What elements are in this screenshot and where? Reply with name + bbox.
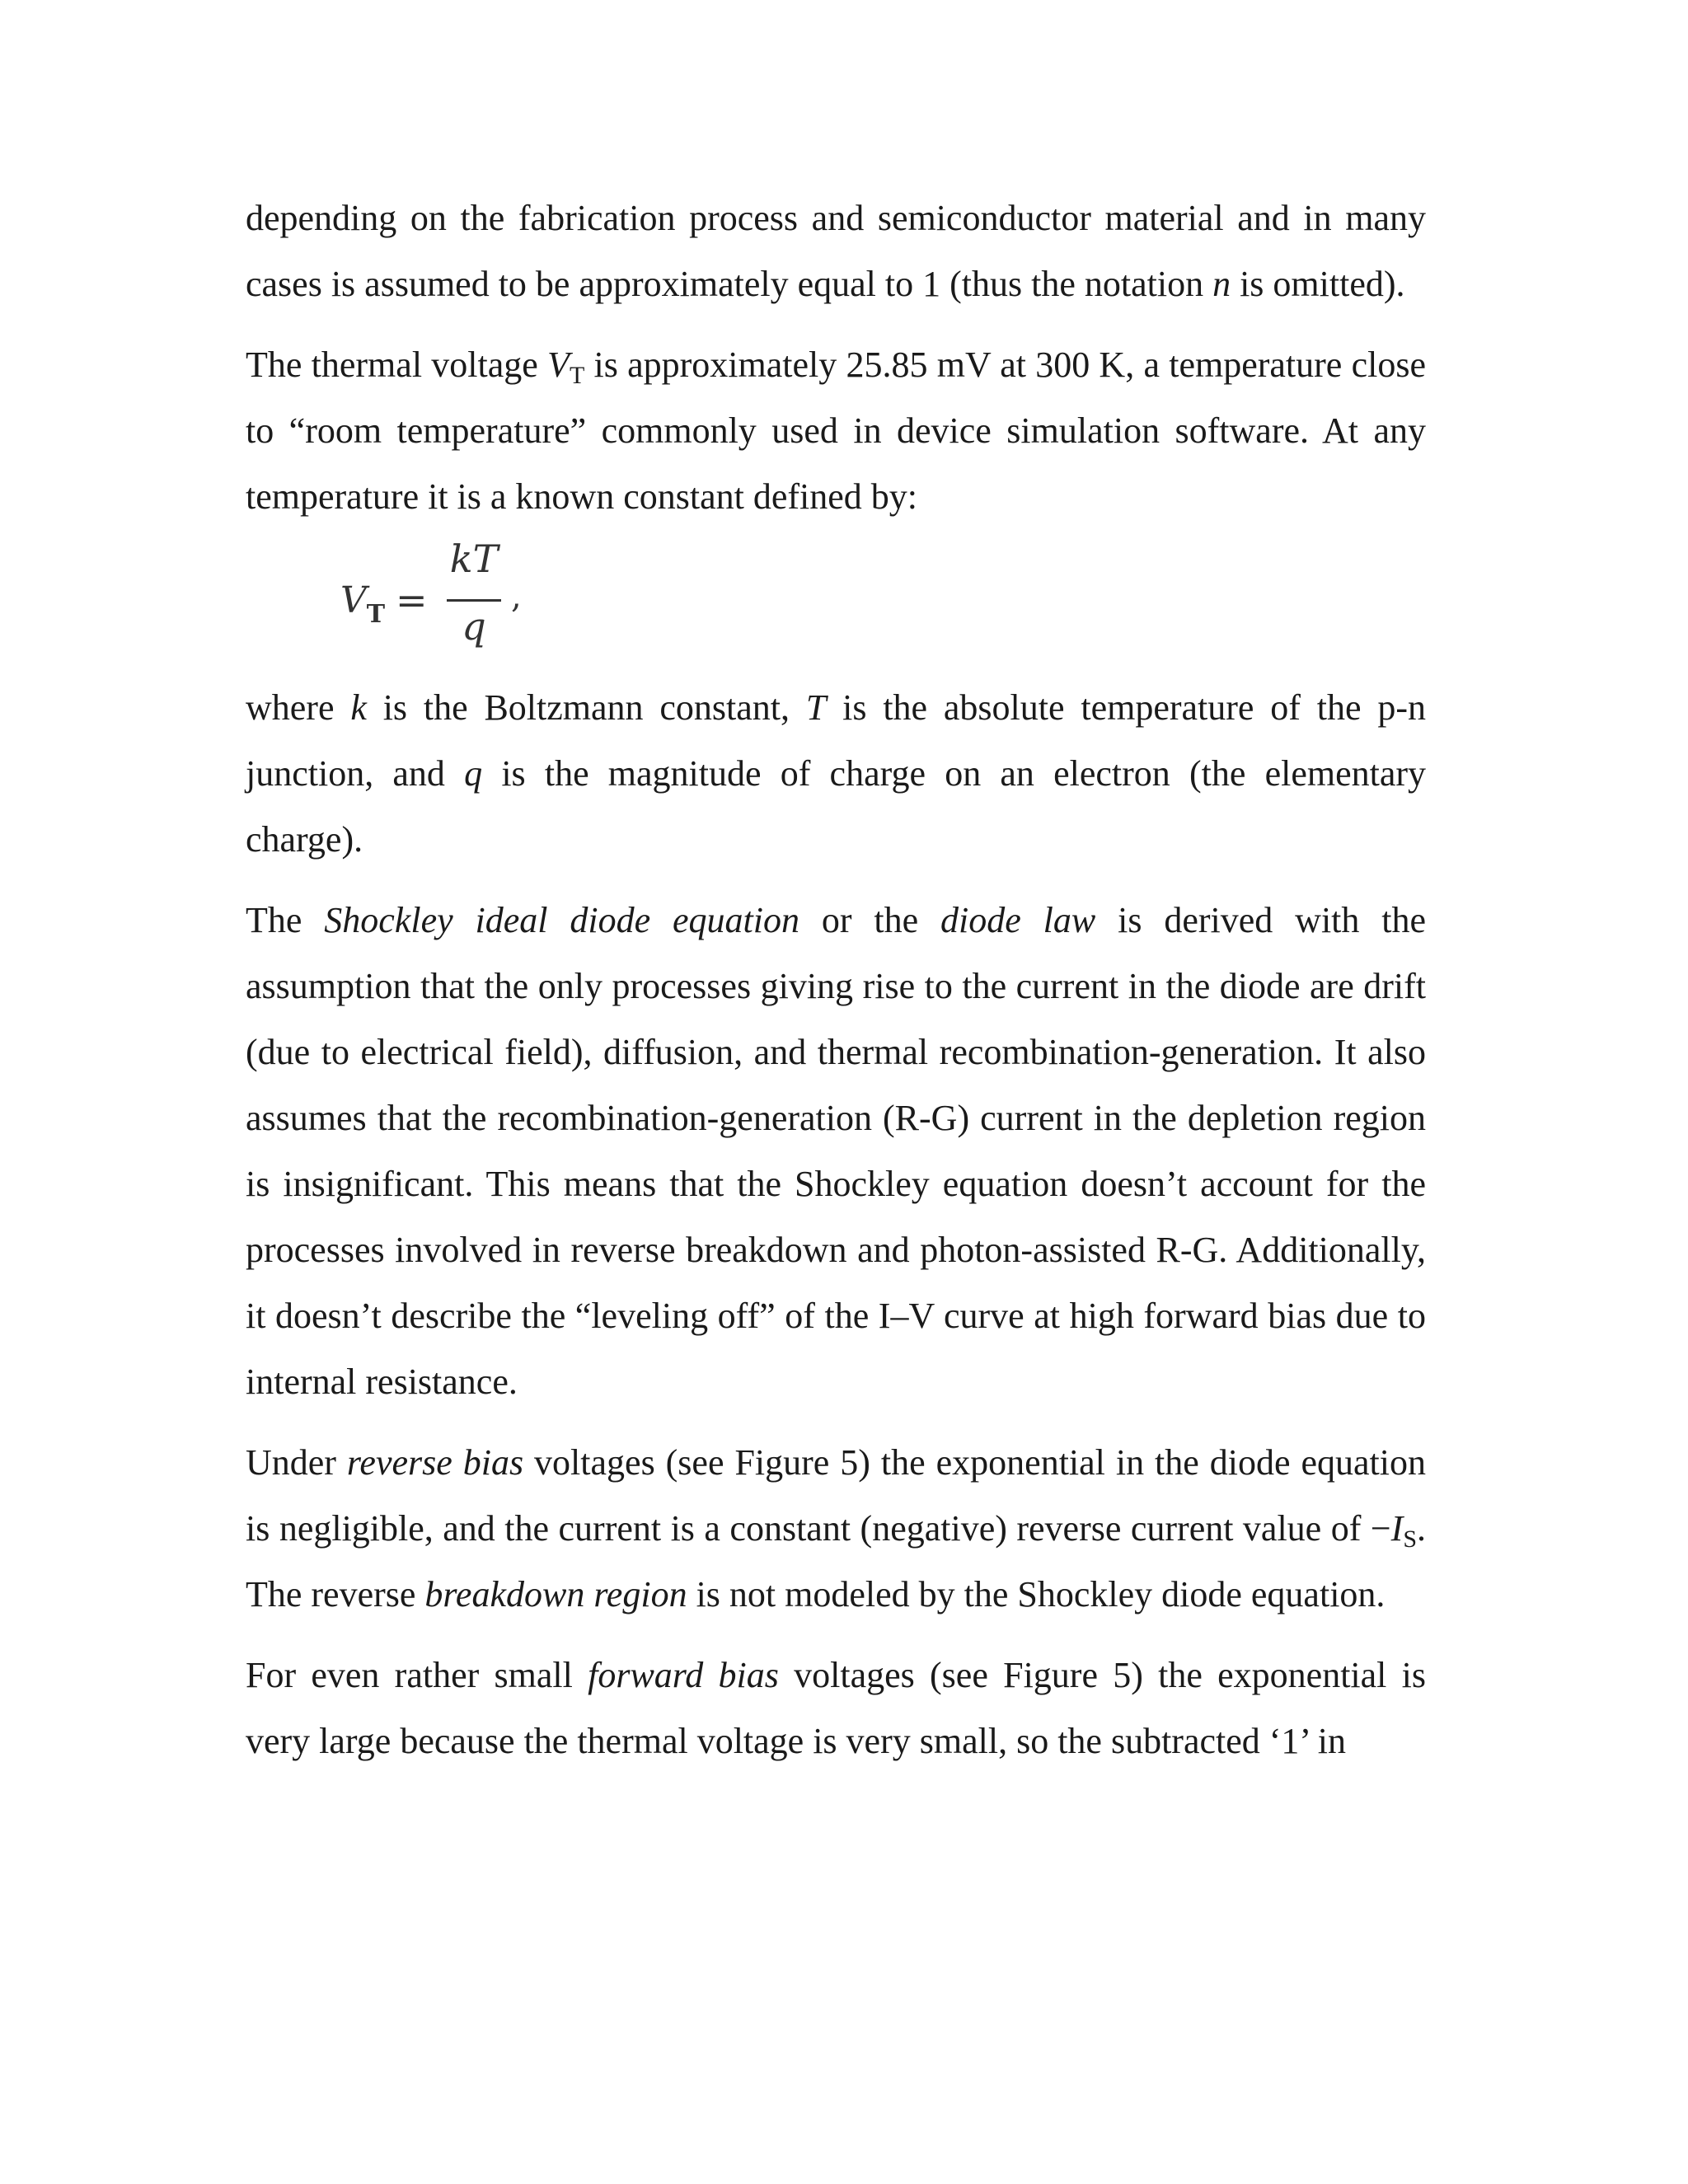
text-run: . The reverse bbox=[246, 1508, 1426, 1615]
variable-is: I bbox=[1390, 1508, 1404, 1549]
term-reverse-bias: reverse bias bbox=[346, 1442, 524, 1483]
paragraph-shockley-equation bbox=[246, 888, 1426, 1415]
text-run: is approximately 25.85 mV at 300 K, a temperature close to “room temperature” commonly used in device simulation software. At any temperature it is a known constant defined by: bbox=[246, 344, 1426, 517]
formula-lhs-symbol: V bbox=[340, 579, 367, 621]
text-run: The thermal voltage bbox=[246, 344, 548, 385]
formula-fraction-bar bbox=[447, 599, 501, 602]
text-run: is derived with the assumption that the only processes giving rise to the current in the diode are drift (due to electrical field), diffusion, and thermal recombination-generation. It also assumes that the recombination-generation (R-G) current in the depletion region is insignificant. This means that the Shockley equation doesn’t account for the processes involved in reverse breakdown and photon-assisted R-G. Additionally, it doesn’t describe the “leveling off” of the I–V curve at high forward bias due to internal resistance. bbox=[246, 900, 1427, 1402]
paragraph-ideality-factor bbox=[246, 185, 1426, 317]
text-run: is not modeled by the Shockley diode equation. bbox=[687, 1574, 1386, 1615]
text-run: Under bbox=[246, 1442, 347, 1483]
paragraph-formula-definitions bbox=[246, 675, 1426, 873]
variable-vt: V bbox=[547, 344, 570, 385]
term-shockley-equation: Shockley ideal diode equation bbox=[324, 900, 799, 940]
formula-lhs bbox=[340, 579, 386, 629]
variable-vt-subscript: T bbox=[569, 362, 585, 389]
formula-equals: = bbox=[396, 578, 428, 622]
text-run: is the Boltzmann constant, bbox=[366, 687, 806, 728]
variable-is-subscript: S bbox=[1403, 1526, 1417, 1553]
variable-q: q bbox=[464, 753, 483, 794]
variable-n: n bbox=[1212, 264, 1231, 304]
text-run: is the absolute temperature of the p-n junction, and bbox=[246, 687, 1427, 794]
paragraph-reverse-bias bbox=[246, 1430, 1426, 1628]
document-page bbox=[246, 185, 1426, 1789]
text-run: voltages (see Figure 5) the exponential is very large because the thermal voltage is very small, so the subtracted ‘1’ in bbox=[246, 1655, 1426, 1761]
variable-t: T bbox=[805, 687, 827, 728]
formula-denominator: q bbox=[462, 604, 486, 649]
paragraph-forward-bias bbox=[246, 1643, 1426, 1774]
formula-lhs-subscript: T bbox=[366, 600, 386, 629]
formula-numerator: kT bbox=[449, 537, 499, 581]
formula-comma: , bbox=[511, 578, 522, 616]
variable-k: k bbox=[350, 687, 367, 728]
text-run: voltages (see Figure 5) the exponential in the diode equation is negligible, and the current is a constant (negative) reverse current value of − bbox=[246, 1442, 1426, 1549]
thermal-voltage-formula bbox=[246, 537, 1426, 660]
term-forward-bias: forward bias bbox=[588, 1655, 779, 1695]
paragraph-thermal-voltage bbox=[246, 332, 1426, 530]
text-run: For even rather small bbox=[246, 1655, 588, 1695]
text-run: is the magnitude of charge on an electron (the elementary charge). bbox=[246, 753, 1427, 860]
text-run: depending on the fabrication process and semiconductor material and in many cases is assumed to be approximately equal to 1 (thus the notation bbox=[246, 198, 1426, 304]
text-run: The bbox=[246, 900, 325, 940]
term-diode-law: diode law bbox=[940, 900, 1096, 940]
text-run: or the bbox=[799, 900, 941, 940]
text-run: is omitted). bbox=[1231, 264, 1405, 304]
term-breakdown-region: breakdown region bbox=[424, 1574, 687, 1615]
text-run: where bbox=[246, 687, 351, 728]
